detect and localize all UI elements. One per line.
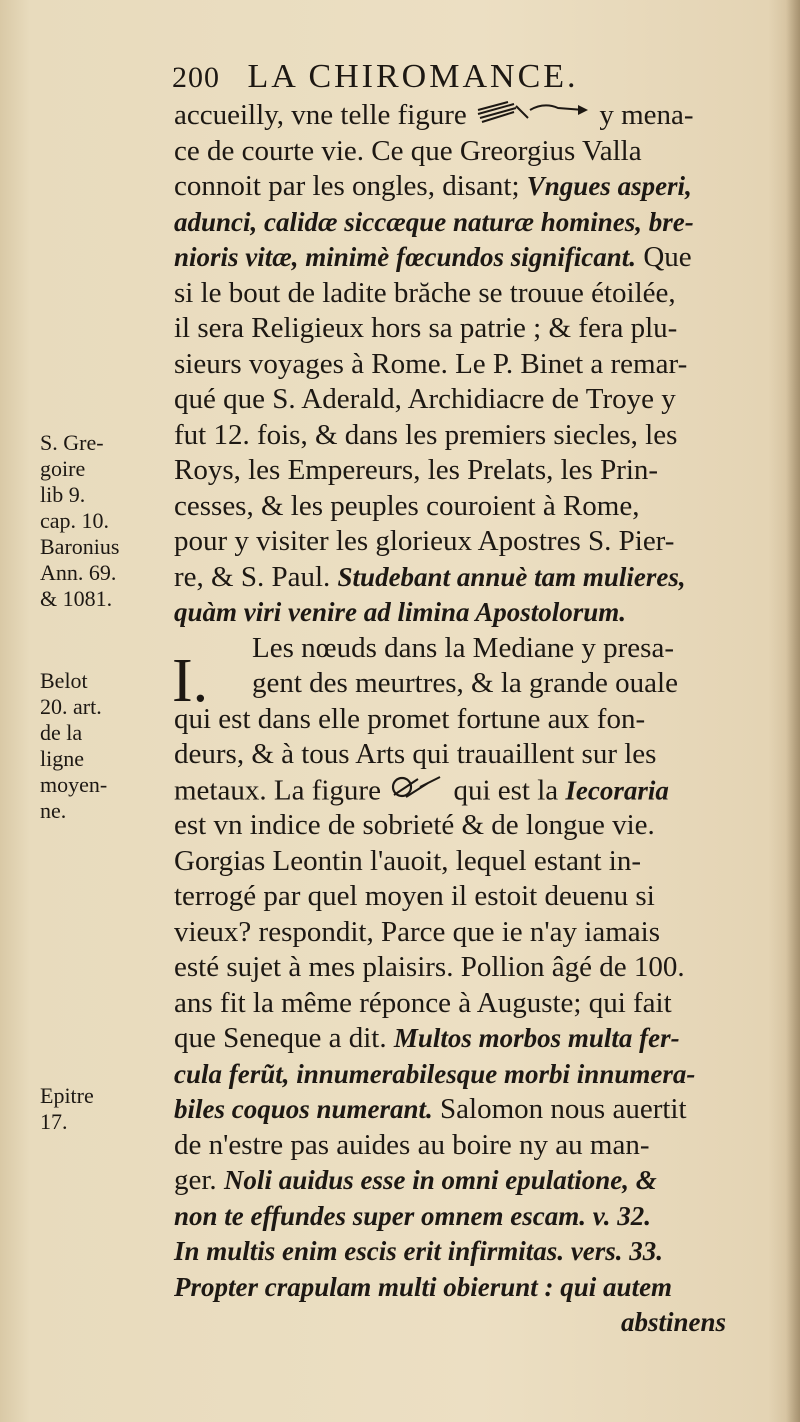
margin-note-belot bbox=[40, 668, 152, 824]
text-line: si le bout de ladite brăche se trouue étoilée, bbox=[174, 276, 676, 309]
margin-note-line: cap. 10. bbox=[40, 508, 110, 533]
margin-note-line: Baronius bbox=[40, 534, 120, 559]
margin-note-line: goire bbox=[40, 456, 86, 481]
text-line: ger. Noli auidus esse in omni epulatione, & bbox=[174, 1164, 657, 1196]
text-line: que Seneque a dit. Multos morbos multa fer- bbox=[174, 1022, 680, 1054]
text-line: quàm viri venire ad limina Apostolorum. bbox=[174, 597, 627, 627]
text-line: deurs, & à tous Arts qui trauaillent sur les bbox=[174, 738, 657, 770]
text-line: il sera Religieux hors sa patrie ; & fera plu- bbox=[174, 312, 678, 344]
margin-note-epitre bbox=[40, 1083, 152, 1135]
catchword: abstinens bbox=[620, 1307, 726, 1337]
text-line: pour y visiter les glorieux Apostres S. Pier- bbox=[174, 525, 675, 557]
palm-line-figure-icon bbox=[474, 100, 592, 136]
margin-note-line: S. Gre- bbox=[40, 430, 104, 455]
margin-note-line: ligne bbox=[40, 746, 84, 771]
text-line: adunci, calidæ siccæque naturæ homines, bre- bbox=[174, 206, 694, 237]
body-text bbox=[160, 98, 770, 1341]
margin-note-line: ne. bbox=[40, 798, 67, 823]
iecoraria-figure-icon bbox=[388, 773, 446, 813]
text-line: nioris vitæ, minimè fœcundos significant. Que bbox=[174, 241, 692, 273]
text-line: sieurs voyages à Rome. Le P. Binet a remar- bbox=[174, 347, 688, 380]
text-line: connoit par les ongles, disant; Vngues asperi, bbox=[174, 170, 692, 202]
margin-note-line: Epitre bbox=[40, 1083, 94, 1108]
text-line: accueilly, vne telle figure y mena- bbox=[160, 98, 770, 134]
text-line: est vn indice de sobrieté & de longue vie. bbox=[174, 809, 655, 841]
drop-capital: I. bbox=[172, 647, 209, 715]
margin-note-line: moyen- bbox=[40, 772, 108, 797]
margin-note-line: Belot bbox=[40, 668, 88, 693]
page-gutter-shadow bbox=[786, 0, 800, 1422]
text-line: fut 12. fois, & dans les premiers siecles, les bbox=[174, 418, 678, 451]
text-line: qué que S. Aderald, Archidiacre de Troye y bbox=[174, 383, 676, 415]
text-line: terrogé par quel moyen il estoit deuenu si bbox=[174, 880, 655, 912]
margin-note-line: de la bbox=[40, 720, 83, 745]
margin-note-line: Ann. 69. bbox=[40, 560, 117, 585]
running-title: LA CHIROMANCE. bbox=[247, 58, 579, 95]
page-number: 200 bbox=[172, 61, 220, 94]
running-header bbox=[172, 58, 692, 98]
text-line: In multis enim escis erit infirmitas. vers. 33. bbox=[174, 1236, 664, 1266]
text-line: cesses, & les peuples couroient à Rome, bbox=[174, 489, 640, 522]
text-line: cula ferũt, innumerabilesque morbi innumera- bbox=[174, 1058, 696, 1089]
text-line: qui est dans elle promet fortune aux fon- bbox=[174, 702, 646, 735]
text-line: ans fit la même réponce à Auguste; qui fait bbox=[174, 986, 672, 1019]
text-line: Roys, les Empereurs, les Prelats, les Prin- bbox=[174, 454, 659, 486]
margin-note-line: 20. art. bbox=[40, 694, 102, 719]
text-line: biles coquos numerant. Salomon nous auertit bbox=[174, 1093, 687, 1125]
text-line: Propter crapulam multi obierunt : qui autem bbox=[174, 1271, 673, 1302]
text-line: ce de courte vie. Ce que Greorgius Valla bbox=[174, 134, 642, 167]
margin-note-line: & 1081. bbox=[40, 586, 113, 611]
text-line: de n'estre pas auides au boire ny au man- bbox=[174, 1128, 650, 1161]
text-line: Gorgias Leontin l'auoit, lequel estant in- bbox=[174, 844, 641, 877]
text-line: esté sujet à mes plaisirs. Pollion âgé de 100. bbox=[174, 951, 685, 983]
text-line: non te effundes super omnem escam. v. 32. bbox=[174, 1200, 651, 1231]
text-line: gent des meurtres, & la grande ouale bbox=[252, 667, 678, 699]
margin-note-line: 17. bbox=[40, 1109, 68, 1134]
text-line: vieux? respondit, Parce que ie n'ay iamais bbox=[174, 915, 660, 948]
text-line: Les nœuds dans la Mediane y presa- bbox=[252, 631, 674, 664]
text-line: re, & S. Paul. Studebant annuè tam mulieres, bbox=[174, 560, 686, 593]
margin-note-line: lib 9. bbox=[40, 482, 86, 507]
margin-note-gregoire bbox=[40, 430, 152, 612]
text-line: metaux. La figure qui est la Iecoraria bbox=[160, 773, 770, 809]
